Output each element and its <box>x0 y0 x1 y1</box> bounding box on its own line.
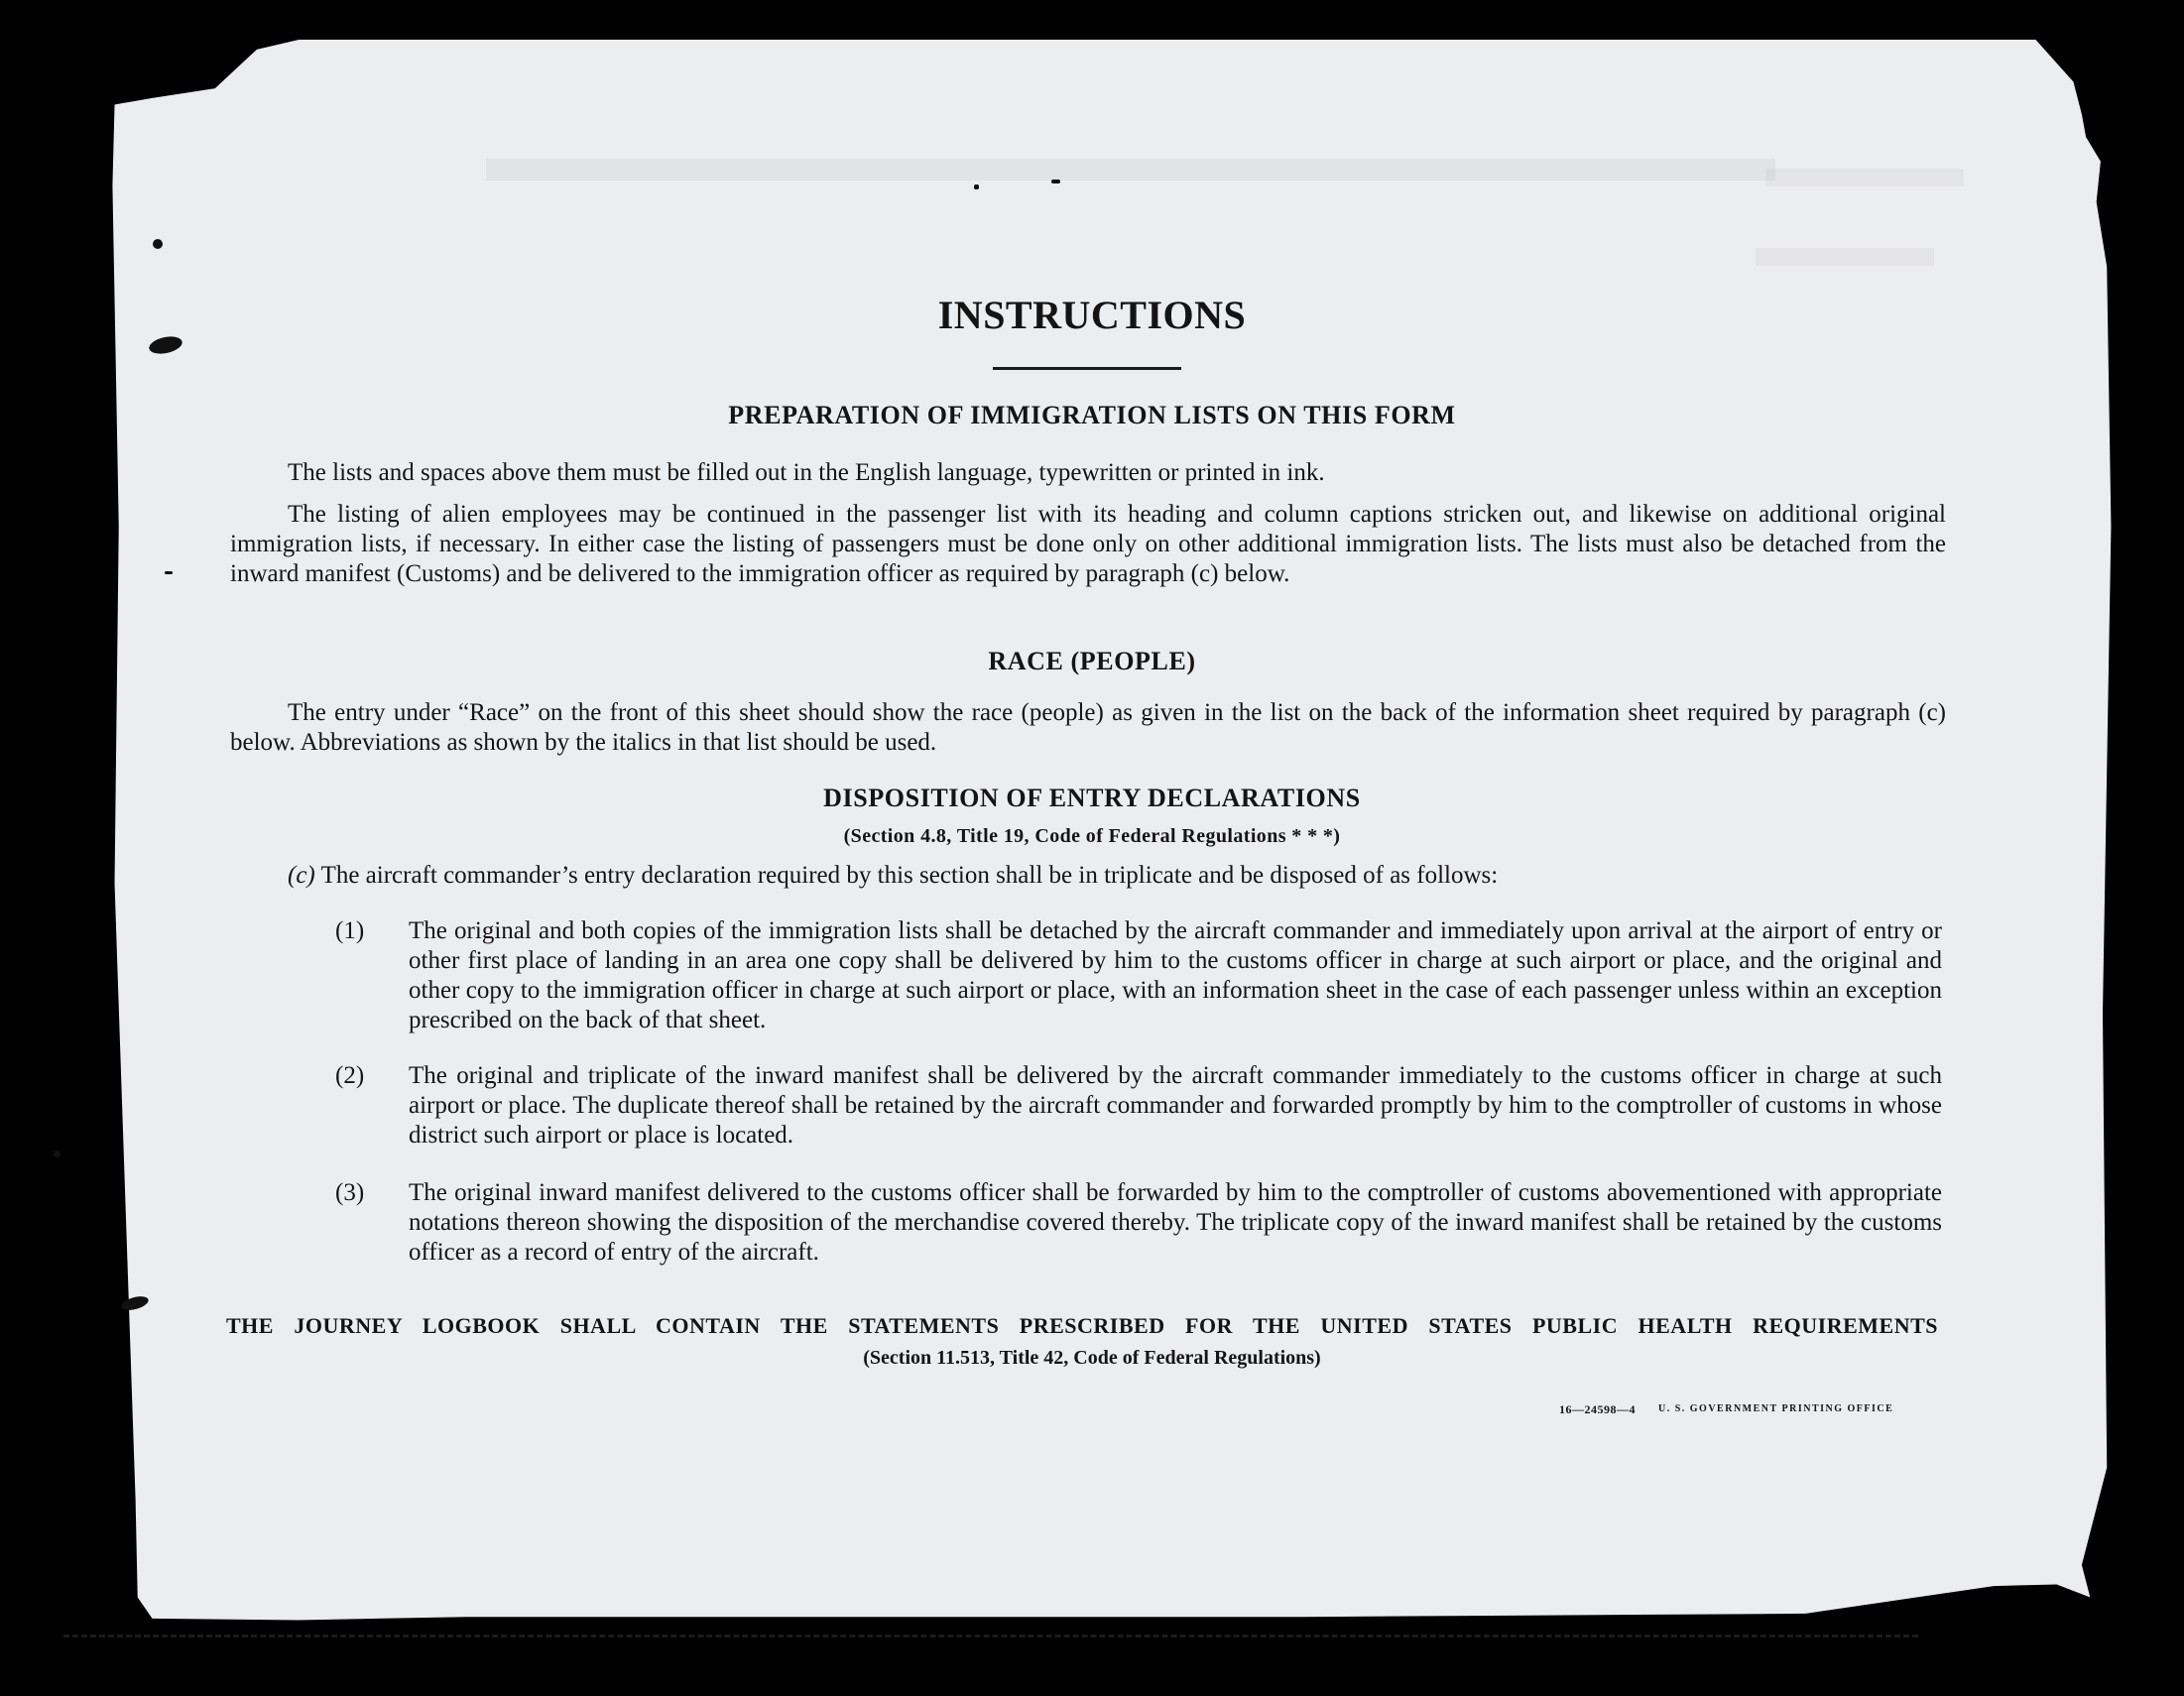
preparation-paragraph-1: The lists and spaces above them must be filled out in the English language, typewritten or printed in ink. <box>288 459 1325 486</box>
disposition-item-3 <box>335 1178 1942 1268</box>
item-c-text: The aircraft commander’s entry declaration required by this section shall be in triplicate and be disposed of as follows: <box>320 862 1499 889</box>
printer-imprint: U. S. GOVERNMENT PRINTING OFFICE <box>1658 1403 1894 1414</box>
disposition-heading: DISPOSITION OF ENTRY DECLARATIONS <box>823 784 1361 812</box>
footer-heading: THE JOURNEY LOGBOOK SHALL CONTAIN THE STATEMENTS PRESCRIBED FOR THE UNITED STATES PUBLIC HEALTH REQUIREMENTS <box>226 1313 1938 1338</box>
title-underline <box>993 367 1181 370</box>
page-title: INSTRUCTIONS <box>937 293 1247 337</box>
race-paragraph: The entry under “Race” on the front of this sheet should show the race (people) as given in the list on the back of the information sheet required by paragraph (c) below. Abbreviations as shown by the italics in that list should be used. <box>230 699 1946 756</box>
item-c <box>288 861 1954 891</box>
item-text: The original and triplicate of the inward manifest shall be delivered by the aircraft commander immediately to the customs officer in charge at such airport or place. The duplicate thereof shall be retained by the aircraft commander and forwarded promptly by him to the comptroller of customs in whose district such airport or place is located. <box>409 1062 1942 1149</box>
preparation-paragraph-2: The listing of alien employees may be continued in the passenger list with its heading and column captions stricken out, and likewise on additional original immigration lists, if necessary. In either case the listing of passengers must be done only on other additional immigration lists. The lists must also be detached from the inward manifest (Customs) and be delivered to the immigration officer as required by paragraph (c) below. <box>230 501 1946 587</box>
disposition-citation: (Section 4.8, Title 19, Code of Federal Regulations * * *) <box>843 825 1341 847</box>
print-code: 16—24598—4 <box>1559 1402 1636 1416</box>
item-text: The original inward manifest delivered to the customs officer shall be forwarded by him to the comptroller of customs abovementioned with appropriate notations thereon showing the disposition of the merchandise covered thereby. The triplicate copy of the inward manifest shall be retained by the customs officer as a record of entry of the aircraft. <box>409 1179 1942 1266</box>
disposition-item-1 <box>335 916 1942 1035</box>
preparation-heading: PREPARATION OF IMMIGRATION LISTS ON THIS FORM <box>728 401 1456 429</box>
race-heading: RACE (PEOPLE) <box>988 647 1196 675</box>
item-text: The original and both copies of the immigration lists shall be detached by the aircraft commander and immediately upon arrival at the airport of entry or other first place of landing in an area one copy shall be delivered by him to the customs officer in charge at such airport or place, and the original and other copy to the immigration officer in charge at such airport or place, with an information sheet in the case of each passenger unless within an exception prescribed on the back of that sheet. <box>409 917 1942 1033</box>
footer-citation: (Section 11.513, Title 42, Code of Federal Regulations) <box>863 1347 1321 1369</box>
disposition-item-2 <box>335 1061 1942 1151</box>
item-number: (3) <box>335 1179 365 1206</box>
item-c-label: (c) <box>288 862 315 889</box>
item-number: (1) <box>335 917 365 944</box>
item-number: (2) <box>335 1062 365 1089</box>
